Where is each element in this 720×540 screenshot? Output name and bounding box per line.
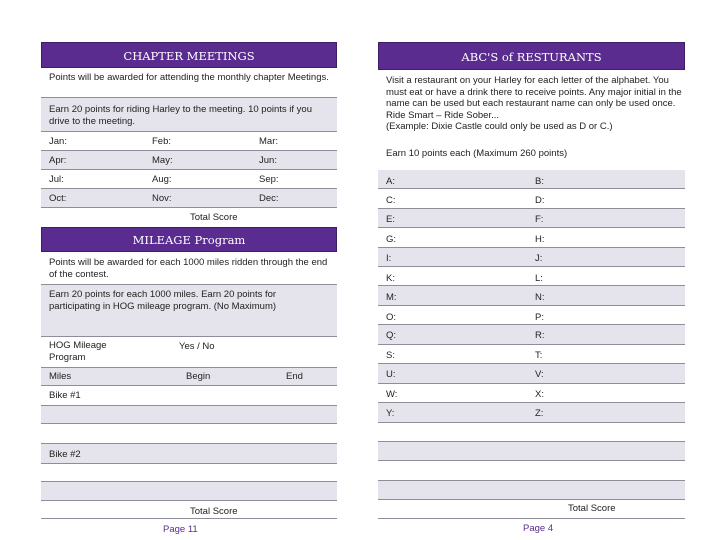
letter-label: N: (535, 292, 545, 303)
letter-label: L: (535, 273, 543, 284)
letter-label: G: (386, 234, 397, 245)
letter-row (378, 267, 685, 286)
month-label: Jan: (49, 136, 67, 147)
chapter-intro-row (41, 68, 337, 98)
letter-row (378, 189, 685, 209)
blank-row (378, 442, 685, 461)
chapter-meetings-header: CHAPTER MEETINGS (41, 42, 337, 68)
restaurants-total-label: Total Score (568, 503, 616, 514)
letter-label: Y: (386, 408, 395, 419)
mileage-points-row (41, 285, 337, 337)
letter-label: S: (386, 350, 395, 361)
restaurants-intro-text: Visit a restaurant on your Harley for each letter of the alphabet. You must eat or have a drink there to receive points. Any major initial in the name can be used but each restaurant name can only be used once. Ride Smart – Ride Sober... (Example: Dixie Castle could only be used as D or C.) (386, 75, 682, 132)
blank-row (378, 461, 685, 481)
hog-value: Yes / No (179, 341, 215, 352)
month-label: Jun: (259, 155, 277, 166)
bike2-label: Bike #2 (49, 449, 81, 460)
letter-row (378, 228, 685, 248)
blank-row (378, 423, 685, 442)
letter-label: H: (535, 234, 545, 245)
bike1-label: Bike #1 (49, 390, 81, 401)
month-label: Sep: (259, 174, 279, 185)
letter-label: V: (535, 369, 544, 380)
hog-row (41, 337, 337, 368)
letter-label: C: (386, 195, 396, 206)
letter-label: O: (386, 312, 397, 323)
blank-row (41, 424, 337, 444)
mileage-points-text: Earn 20 points for each 1000 miles. Earn 20 points for participating in HOG mileage program. (No Maximum) (49, 289, 277, 312)
letter-row (378, 384, 685, 403)
letter-row (378, 403, 685, 423)
letter-row (378, 209, 685, 228)
letter-row (378, 364, 685, 384)
letter-label: X: (535, 389, 544, 400)
restaurants-intro-row (378, 70, 685, 170)
letter-label: I: (386, 253, 392, 264)
chapter-intro-text: Points will be awarded for attending the monthly chapter Meetings. (49, 72, 329, 83)
letter-row (378, 325, 685, 345)
mileage-program-header: MILEAGE Program (41, 227, 337, 252)
letter-label: P: (535, 312, 544, 323)
restaurants-header: ABC'S of RESTURANTS (378, 42, 685, 70)
letter-label: T: (535, 350, 543, 361)
miles-label: Miles (49, 371, 72, 382)
letter-label: E: (386, 214, 395, 225)
letter-row (378, 345, 685, 364)
miles-row (41, 368, 337, 386)
restaurants-earn-text: Earn 10 points each (Maximum 260 points) (386, 148, 568, 159)
month-label: Feb: (152, 136, 172, 147)
letter-label: K: (386, 273, 395, 284)
letter-row (378, 170, 685, 189)
month-label: Aug: (152, 174, 172, 185)
letter-label: M: (386, 292, 397, 303)
page-number-right: Page 4 (523, 523, 554, 534)
chapter-total-row (41, 208, 337, 227)
letter-label: D: (535, 195, 545, 206)
letter-label: Z: (535, 408, 544, 419)
letter-row (378, 248, 685, 267)
blank-row (41, 406, 337, 424)
month-row (41, 189, 337, 208)
month-label: Oct: (49, 193, 67, 204)
chapter-points-row (41, 98, 337, 132)
letter-label: B: (535, 176, 544, 187)
letter-label: J: (535, 253, 543, 264)
month-label: Apr: (49, 155, 67, 166)
page-number-left: Page 11 (163, 524, 198, 535)
letter-row (378, 306, 685, 325)
blank-row (41, 482, 337, 501)
month-row (41, 170, 337, 189)
letter-row (378, 286, 685, 306)
letter-label: Q: (386, 330, 397, 341)
hog-label: HOG Mileage Program (49, 340, 107, 363)
letter-label: U: (386, 369, 396, 380)
month-label: May: (152, 155, 173, 166)
month-label: Nov: (152, 193, 172, 204)
mileage-intro-row (41, 252, 337, 285)
letter-label: R: (535, 330, 545, 341)
mileage-intro-text: Points will be awarded for each 1000 miles ridden through the end of the contest. (49, 257, 328, 280)
letter-label: A: (386, 176, 395, 187)
month-label: Dec: (259, 193, 279, 204)
begin-label: Begin (186, 371, 211, 382)
chapter-total-label: Total Score (190, 212, 238, 223)
bike1-row (41, 386, 337, 406)
month-row (41, 151, 337, 170)
month-row (41, 132, 337, 151)
month-label: Mar: (259, 136, 278, 147)
blank-row (41, 464, 337, 482)
month-label: Jul: (49, 174, 64, 185)
bike2-row (41, 444, 337, 464)
mileage-total-label: Total Score (190, 506, 238, 517)
blank-row (378, 481, 685, 500)
end-label: End (286, 371, 303, 382)
mileage-total-row (41, 501, 337, 519)
letter-label: F: (535, 214, 544, 225)
chapter-points-text: Earn 20 points for riding Harley to the meeting. 10 points if you drive to the meeting. (49, 104, 312, 127)
restaurants-total-row (378, 500, 685, 519)
letter-label: W: (386, 389, 398, 400)
